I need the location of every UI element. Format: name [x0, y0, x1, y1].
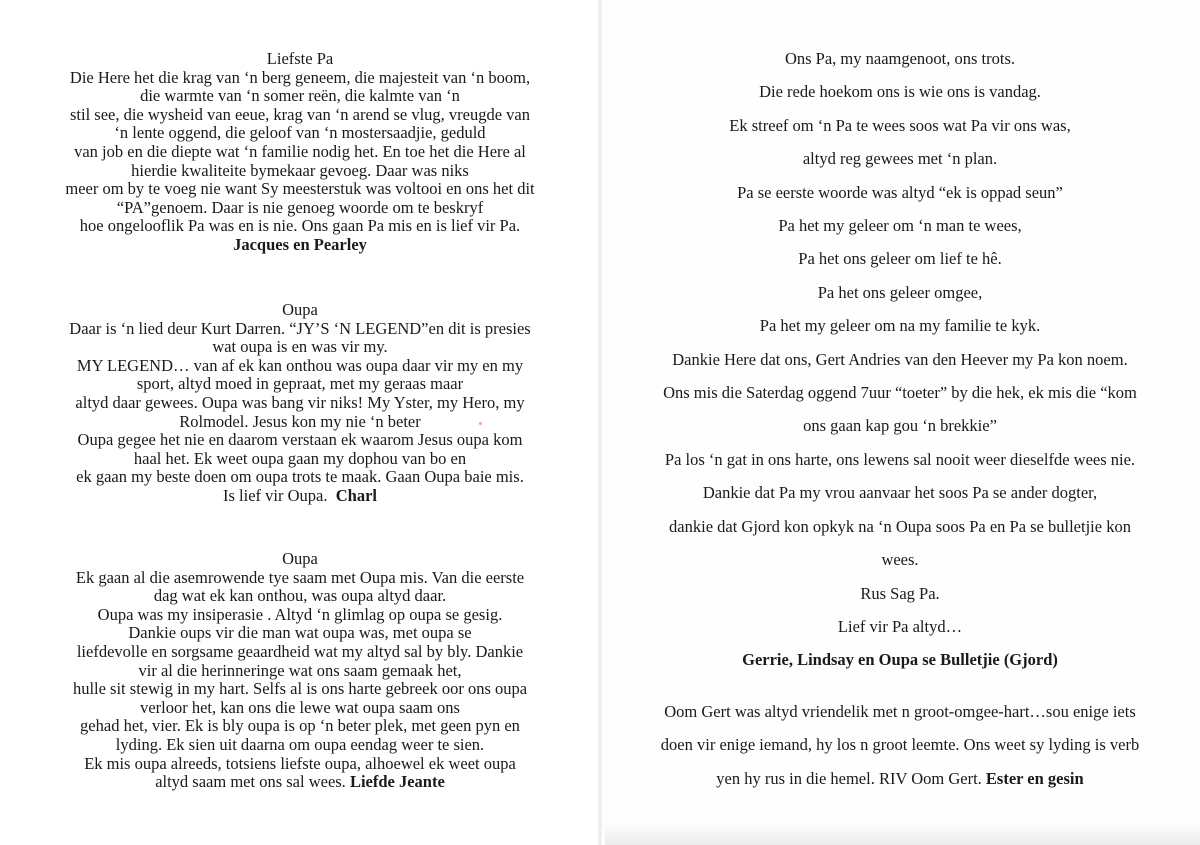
tribute-closing-line	[20, 773, 580, 792]
tribute-signature: Ester en gesin	[985, 768, 1084, 788]
tribute-heading: Liefste Pa	[266, 49, 334, 68]
tribute-line: ons gaan kap gou ‘n brekkie”	[803, 416, 997, 436]
tribute-closing-line	[20, 487, 580, 506]
tribute-line: Ek streef om ‘n Pa te wees soos wat Pa vir ons was,	[729, 115, 1071, 135]
tribute-line: Oom Gert was altyd vriendelik met n groot-omgee-hart…sou enige iets	[664, 702, 1136, 721]
tribute-heading: Oupa	[282, 549, 318, 568]
tribute-line: hulle sit stewig in my hart. Selfs al is ons harte gebreek oor ons oupa	[72, 679, 528, 699]
tribute-line: altyd daar gewees. Oupa was bang vir niks! My Yster, my Hero, my	[75, 392, 525, 412]
tribute-line: dankie dat Gjord kon opkyk na ‘n Oupa soos Pa en Pa se bulletjie kon	[669, 516, 1131, 536]
tribute-signature: Gerrie, Lindsay en Oupa se Bulletjie (Gjord)	[742, 650, 1058, 670]
scan-shadow	[605, 822, 1200, 845]
tribute-line: Ek mis oupa alreeds, totsiens liefste oupa, alhoewel ek weet oupa	[84, 753, 516, 773]
tribute-last-line: altyd saam met ons sal wees.	[155, 772, 346, 792]
tribute-line: doen vir enige iemand, hy los n groot leemte. Ons weet sy lyding is verb	[660, 735, 1140, 755]
tribute-line: Pa het ons geleer omgee,	[817, 282, 983, 302]
tribute-line: MY LEGEND… van af ek kan onthou was oupa daar vir my en my	[76, 355, 524, 375]
tribute-oupa-jeante	[20, 550, 580, 792]
tribute-line: Pa los ‘n gat in ons harte, ons lewens sal nooit weer dieselfde wees nie.	[664, 449, 1136, 469]
tribute-last-line: yen hy rus in die hemel. RIV Oom Gert.	[716, 768, 982, 788]
tribute-line: vir al die herinneringe wat ons saam gemaak het,	[138, 660, 462, 680]
tribute-line: Lief vir Pa altyd…	[837, 616, 963, 636]
tribute-line: altyd reg gewees met ‘n plan.	[802, 149, 998, 169]
tribute-line: Ek gaan al die asemrowende tye saam met Oupa mis. Van die eerste	[75, 567, 525, 587]
tribute-closing-line	[600, 762, 1200, 795]
tribute-line: Pa het ons geleer om lief te hê.	[798, 249, 1002, 269]
tribute-line: van job en die diepte wat ‘n familie nodig het. En toe het die Here al	[74, 141, 526, 161]
tribute-line: gehad het, vier. Ek is bly oupa is op ‘n beter plek, met geen pyn en	[80, 716, 520, 736]
tribute-line: die warmte van ‘n somer reën, die kalmte van ‘n	[140, 86, 460, 106]
tribute-line: Daar is ‘n lied deur Kurt Darren. “JY’S ‘N LEGEND”en dit is presies	[69, 318, 531, 338]
tribute-line: Die rede hoekom ons is wie ons is vandag.	[759, 82, 1041, 102]
tribute-liefste-pa	[20, 50, 580, 255]
tribute-line: sport, altyd moed in gepraat, met my geraas maar	[136, 374, 464, 394]
tribute-signature: Liefde Jeante	[349, 772, 445, 792]
tribute-last-line: Is lief vir Oupa.	[223, 485, 328, 505]
tribute-line: haal het. Ek weet oupa gaan my dophou van bo en	[133, 448, 467, 468]
tribute-line: Oupa was my insiperasie . Altyd ‘n glimlag op oupa se gesig.	[97, 604, 503, 624]
tribute-line: ‘n lente oggend, die geloof van ‘n mostersaadjie, geduld	[114, 123, 486, 143]
tribute-signature: Jacques en Pearley	[233, 234, 367, 254]
tribute-line: Rolmodel. Jesus kon my nie ‘n beter	[179, 411, 421, 431]
tribute-line: hierdie kwaliteite bymekaar gevoeg. Daar was niks	[131, 160, 469, 180]
tribute-line: Ons Pa, my naamgenoot, ons trots.	[784, 49, 1016, 68]
tribute-line: liefdevolle en sorgsame geaardheid wat my altyd sal by bly. Dankie	[76, 641, 524, 661]
tribute-signature: Charl	[335, 485, 377, 505]
tribute-line: wat oupa is en was vir my.	[212, 337, 388, 357]
tribute-line: hoe ongelooflik Pa was en is nie. Ons gaan Pa mis en is lief vir Pa.	[79, 216, 521, 236]
tribute-line: ek gaan my beste doen om oupa trots te maak. Gaan Oupa baie mis.	[76, 467, 524, 487]
tribute-line: Dankie Here dat ons, Gert Andries van den Heever my Pa kon noem.	[672, 349, 1128, 369]
tribute-line: Dankie oups vir die man wat oupa was, met oupa se	[128, 623, 472, 643]
tribute-line: Rus Sag Pa.	[860, 583, 940, 603]
tribute-line: Ons mis die Saterdag oggend 7uur “toeter” by die hek, ek mis die “kom	[663, 383, 1137, 403]
tribute-line: “PA”genoem. Daar is nie genoeg woorde om te beskryf	[116, 197, 484, 217]
tribute-line: Pa het my geleer om na my familie te kyk.	[759, 316, 1041, 336]
tribute-oom-gert	[600, 695, 1200, 795]
tribute-line: Pa se eerste woorde was altyd “ek is oppad seun”	[737, 182, 1063, 202]
tribute-heading: Oupa	[282, 300, 318, 319]
tribute-line: dag wat ek kan onthou, was oupa altyd daar.	[153, 586, 447, 606]
tribute-line: meer om by te voeg nie want Sy meesterstuk was voltooi en ons het dit	[65, 179, 535, 199]
tribute-line: verloor het, kan ons die lewe wat oupa saam ons	[140, 697, 460, 717]
tribute-line: Oupa gegee het nie en daarom verstaan ek waarom Jesus oupa kom	[77, 430, 523, 450]
tribute-line: lyding. Ek sien uit daarna om oupa eendag weer te sien.	[115, 734, 485, 754]
tribute-line: wees.	[881, 550, 919, 570]
tribute-line: Die Here het die krag van ‘n berg geneem, die majesteit van ‘n boom,	[69, 67, 531, 87]
tribute-ons-pa	[600, 42, 1200, 677]
tribute-line: Dankie dat Pa my vrou aanvaar het soos Pa se ander dogter,	[702, 483, 1098, 503]
tribute-oupa-charl	[20, 301, 580, 506]
tribute-line: Pa het my geleer om ‘n man te wees,	[778, 216, 1022, 236]
tribute-line: stil see, die wysheid van eeue, krag van ‘n arend se vlug, vreugde van	[69, 104, 530, 124]
